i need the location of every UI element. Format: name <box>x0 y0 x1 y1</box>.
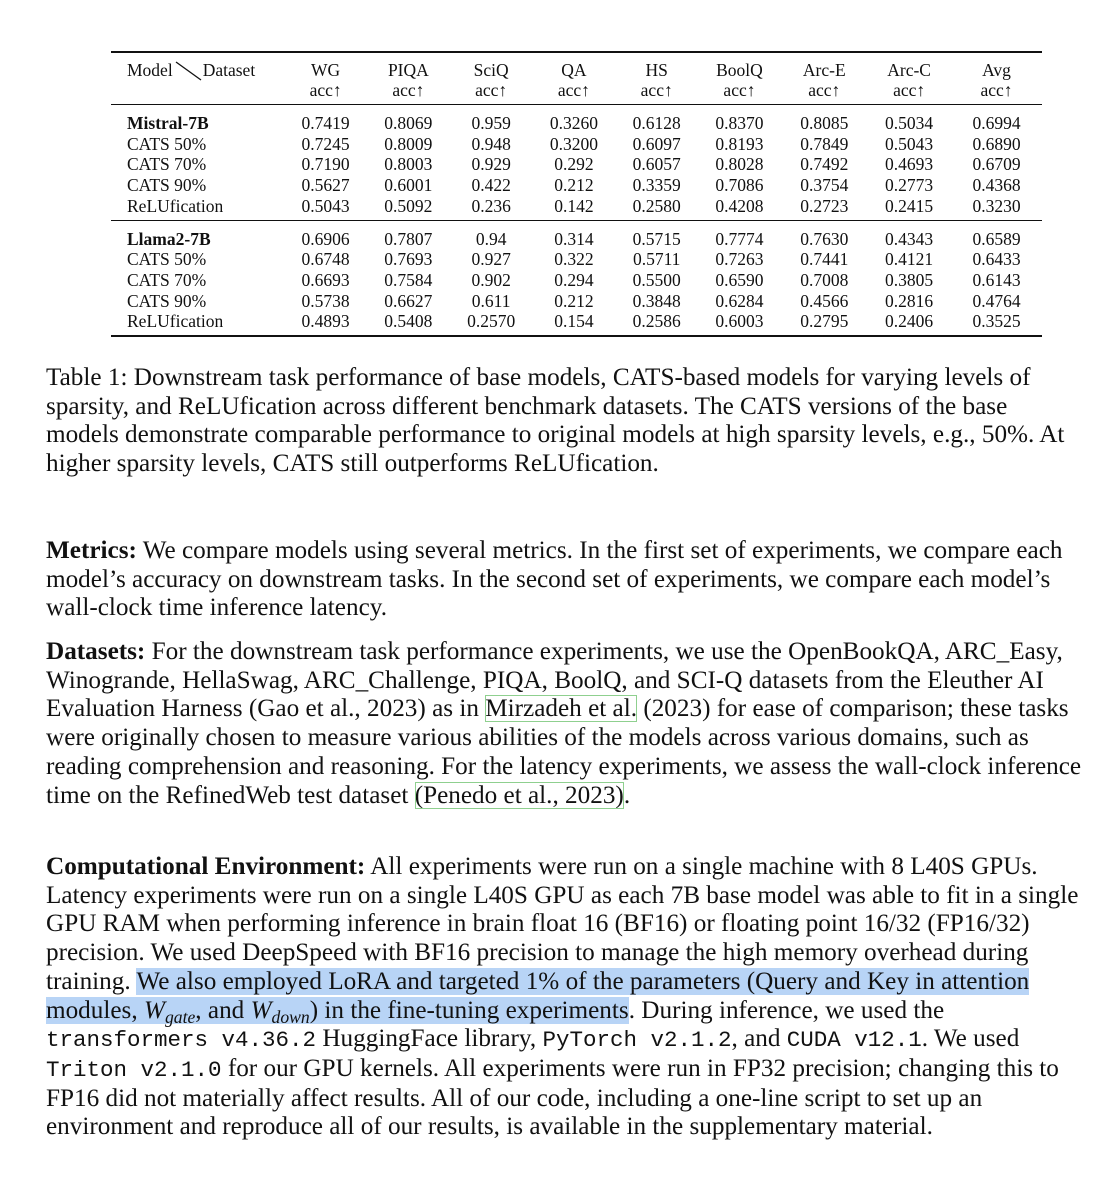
metrics-text: We compare models using several metrics. In the first set of experiments, we compare each model’s accuracy on downstream tasks. In the second set of experiments, we compare each model’s wall-clock time inference latency. <box>46 537 1063 622</box>
table-cell: 0.5034 <box>885 113 934 133</box>
citation-penedo-link[interactable]: (Penedo et al., 2023) <box>414 781 624 809</box>
environment-text-3: HuggingFace library, <box>322 1025 537 1053</box>
model-name: ReLUfication <box>127 195 224 216</box>
column-name: Avg <box>982 60 1011 80</box>
code-cuda: CUDA v12.1 <box>786 1027 922 1054</box>
table-row <box>111 249 1042 270</box>
environment-paragraph <box>46 853 1082 1142</box>
model-name: CATS 70% <box>127 154 207 175</box>
table-header <box>111 52 1042 105</box>
metrics-heading: Metrics: <box>46 537 137 564</box>
column-name: Arc-E <box>802 60 846 80</box>
datasets-heading: Datasets: <box>46 638 146 665</box>
table-cell: 0.6906 <box>285 220 367 249</box>
table-cell: 0.7774 <box>698 220 782 249</box>
metrics-paragraph <box>46 537 1082 623</box>
table-cell: 0.2406 <box>885 311 934 332</box>
table-cell: 0.142 <box>554 195 594 216</box>
datasets-text-1: For the downstream task performance experiments, we use the OpenBookQA, ARC_Easy, Winogrande, HellaSwag, ARC_Challenge, PIQA, BoolQ, and SCI-Q datasets from the Eleuther AI Evaluation Harness (Gao et al., 2023) as in <box>46 638 1063 723</box>
code-triton: Triton v2.1.0 <box>46 1056 222 1083</box>
table-cell: 0.6890 <box>972 133 1021 154</box>
table-cell: 0.4693 <box>885 154 934 175</box>
table-cell: 0.322 <box>554 249 594 270</box>
column-header <box>616 52 698 105</box>
table-cell: 0.5500 <box>632 269 681 290</box>
table-cell: 0.2415 <box>885 195 934 216</box>
table-cell: 0.6097 <box>632 133 681 154</box>
table-cell: 0.7190 <box>301 154 350 175</box>
model-name: CATS 50% <box>127 133 207 154</box>
environment-text-4: , and <box>731 1025 781 1053</box>
table-cell: 0.8193 <box>715 133 764 154</box>
model-name: CATS 70% <box>127 269 207 290</box>
table-cell: 0.6748 <box>301 249 350 270</box>
column-header <box>450 52 532 105</box>
table-cell: 0.3230 <box>972 195 1021 216</box>
table-cell: 0.929 <box>471 154 511 175</box>
table-cell: 0.236 <box>471 195 511 216</box>
table-cell: 0.8028 <box>715 154 764 175</box>
table-cell: 0.6003 <box>715 311 764 332</box>
table-cell: 0.2773 <box>885 175 934 196</box>
table-cell: 0.7584 <box>384 269 433 290</box>
datasets-text-3: . <box>623 781 631 809</box>
base-model-name: Mistral-7B <box>127 113 209 133</box>
table-cell: 0.8085 <box>800 113 849 133</box>
table-row <box>111 270 1042 291</box>
highlight-text-2: , and <box>195 996 245 1024</box>
model-name: CATS 50% <box>127 249 207 270</box>
table-cell: 0.3260 <box>549 113 598 133</box>
column-metric: acc↑ <box>309 80 342 100</box>
table-cell: 0.5043 <box>301 195 350 216</box>
table-row <box>111 154 1042 175</box>
table-cell: 0.4208 <box>715 195 764 216</box>
table-cell: 0.4566 <box>800 290 849 311</box>
table-cell: 0.292 <box>554 154 594 175</box>
table-cell: 0.5715 <box>616 220 698 249</box>
environment-text-5: . We used <box>921 1025 1020 1053</box>
table-cell: 0.611 <box>471 290 511 311</box>
table-cell: 0.6994 <box>972 113 1021 133</box>
corner-dataset-label: Dataset <box>202 60 256 80</box>
table-cell: 0.5627 <box>301 175 350 196</box>
column-name: PIQA <box>387 60 429 80</box>
datasets-paragraph <box>46 638 1082 810</box>
model-group <box>111 105 1042 221</box>
base-model-name: Llama2-7B <box>111 220 285 249</box>
table-cell: 0.7245 <box>301 133 350 154</box>
column-metric: acc↑ <box>475 80 508 100</box>
table-cell: 0.7492 <box>800 154 849 175</box>
table-cell: 0.3525 <box>972 311 1021 332</box>
table-cell: 0.314 <box>532 220 616 249</box>
table-cell: 0.7807 <box>366 220 450 249</box>
table-cell: 0.5711 <box>632 249 681 270</box>
code-pytorch: PyTorch v2.1.2 <box>542 1027 732 1054</box>
table-cell: 0.7441 <box>800 249 849 270</box>
column-metric: acc↑ <box>557 80 590 100</box>
corner-model-label: Model <box>127 60 173 80</box>
column-header <box>285 52 367 105</box>
table-caption: Table 1: Downstream task performance of base models, CATS-based models for varying levels of sparsity, and ReLUfication across different benchmark datasets. The CATS versions of the base models demonstrate comparable performance to original models at high sparsity levels, e.g., 50%. At higher sparsity levels, CATS still outperforms ReLUfication. <box>46 364 1065 477</box>
table-cell: 0.6709 <box>972 154 1021 175</box>
column-metric: acc↑ <box>980 80 1013 100</box>
table-cell: 0.8069 <box>384 113 433 133</box>
table-cell: 0.5408 <box>384 311 433 332</box>
environment-text-2: . During inference, we used the <box>628 996 945 1024</box>
table-cell: 0.8003 <box>384 154 433 175</box>
column-metric: acc↑ <box>808 80 841 100</box>
column-header <box>867 52 951 105</box>
citation-mirzadeh-link[interactable]: Mirzadeh et al. <box>485 695 638 723</box>
table-cell: 0.2816 <box>885 290 934 311</box>
table-cell: 0.959 <box>471 113 511 133</box>
table-cell: 0.2795 <box>800 311 849 332</box>
table-cell: 0.3848 <box>632 290 681 311</box>
column-header <box>366 52 450 105</box>
table-cell: 0.422 <box>471 175 511 196</box>
column-metric: acc↑ <box>723 80 756 100</box>
column-name: SciQ <box>473 60 509 80</box>
table-cell: 0.6284 <box>715 290 764 311</box>
table-cell: 0.2586 <box>632 311 681 332</box>
table-cell: 0.2580 <box>632 195 681 216</box>
w-down-symbol: $W_{down}$ <box>250 996 310 1027</box>
model-name: ReLUfication <box>127 311 224 332</box>
table-cell: 0.6001 <box>384 175 433 196</box>
table-cell: 0.3359 <box>632 175 681 196</box>
table-cell: 0.5738 <box>301 290 350 311</box>
table-cell: 0.6433 <box>972 249 1021 270</box>
table-cell: 0.6589 <box>951 220 1042 249</box>
environment-text-6: for our GPU kernels. All experiments were run in FP32 precision; changing this to FP16 did not materially affect results. All of our code, including a one-line script to set up an environment and reproduce all of our results, is available in the supplementary material. <box>46 1054 1059 1141</box>
table-cell: 0.6143 <box>972 269 1021 290</box>
table-cell: 0.8370 <box>715 113 764 133</box>
column-header <box>698 52 782 105</box>
table-row <box>111 220 1042 249</box>
results-table-container <box>111 51 1042 337</box>
table-row <box>111 291 1042 312</box>
table-cell: 0.5043 <box>885 133 934 154</box>
table-cell: 0.7419 <box>301 113 350 133</box>
table-cell: 0.2570 <box>467 311 516 332</box>
table-cell: 0.94 <box>450 220 532 249</box>
column-metric: acc↑ <box>392 80 425 100</box>
table-cell: 0.4343 <box>867 220 951 249</box>
model-name: CATS 90% <box>127 290 207 311</box>
table-cell: 0.927 <box>471 249 511 270</box>
table-cell: 0.212 <box>554 175 594 196</box>
column-metric: acc↑ <box>640 80 673 100</box>
table-cell: 0.8009 <box>384 133 433 154</box>
column-name: QA <box>561 60 587 80</box>
table-cell: 0.3805 <box>885 269 934 290</box>
table-cell: 0.7263 <box>715 249 764 270</box>
table-cell: 0.6627 <box>384 290 433 311</box>
table-cell: 0.7849 <box>800 133 849 154</box>
table-row <box>111 311 1042 336</box>
column-metric: acc↑ <box>893 80 926 100</box>
table-cell: 0.4121 <box>885 249 934 270</box>
table-cell: 0.6128 <box>632 113 681 133</box>
table-cell: 0.7693 <box>384 249 433 270</box>
column-name: BoolQ <box>716 60 763 80</box>
table-cell: 0.3754 <box>800 175 849 196</box>
table-cell: 0.6057 <box>632 154 681 175</box>
table-cell: 0.2723 <box>800 195 849 216</box>
model-name: CATS 90% <box>127 175 207 196</box>
table-row <box>111 175 1042 196</box>
datasets-text-2: (2023) for ease of comparison; these tasks were originally chosen to measure various abilities of the models across various domains, such as reading comprehension and reasoning. For the latency experiments, we assess the wall-clock inference time on the RefinedWeb test dataset <box>46 695 1082 809</box>
w-gate-symbol: $W_{gate}$ <box>143 996 196 1027</box>
table-cell: 0.212 <box>554 290 594 311</box>
table-cell: 0.154 <box>554 311 594 332</box>
table-cell: 0.5092 <box>384 195 433 216</box>
code-transformers: transformers v4.36.2 <box>46 1027 317 1054</box>
table-cell: 0.4764 <box>972 290 1021 311</box>
table-cell: 0.6590 <box>715 269 764 290</box>
highlight-text-3: ) in the fine-tuning experiments <box>309 996 629 1024</box>
table-cell: 0.294 <box>554 269 594 290</box>
results-table <box>111 51 1042 337</box>
corner-header <box>111 52 285 105</box>
model-group <box>111 220 1042 336</box>
table-row <box>111 105 1042 134</box>
column-name: WG <box>311 60 341 80</box>
table-cell: 0.4893 <box>301 311 350 332</box>
table-cell: 0.948 <box>471 133 511 154</box>
table-cell: 0.4368 <box>972 175 1021 196</box>
column-header <box>951 52 1042 105</box>
environment-heading: Computational Environment: <box>46 853 366 880</box>
table-cell: 0.3200 <box>549 133 598 154</box>
column-header <box>781 52 867 105</box>
table-cell: 0.7630 <box>781 220 867 249</box>
diagonal-slash <box>173 61 203 79</box>
table-row <box>111 134 1042 155</box>
column-name: Arc-C <box>887 60 931 80</box>
table-cell: 0.902 <box>471 269 511 290</box>
table-cell: 0.7008 <box>800 269 849 290</box>
table-cell: 0.7086 <box>715 175 764 196</box>
column-name: HS <box>645 60 668 80</box>
environment-text-1: All experiments were run on a single machine with 8 L40S GPUs. Latency experiments were run on a single L40S GPU as each 7B base model was able to fit in a single GPU RAM when performing inference in brain float 16 (BF16) or floating point 16/32 (FP16/32) precision. We used DeepSpeed with BF16 precision to manage the high memory overhead during training. <box>46 853 1079 995</box>
highlight-text-1: We also employed LoRA and targeted 1% of the parameters (Query and Key in attention modules, <box>46 967 1030 1024</box>
table-row <box>111 196 1042 220</box>
column-header <box>532 52 616 105</box>
table-cell: 0.6693 <box>301 269 350 290</box>
